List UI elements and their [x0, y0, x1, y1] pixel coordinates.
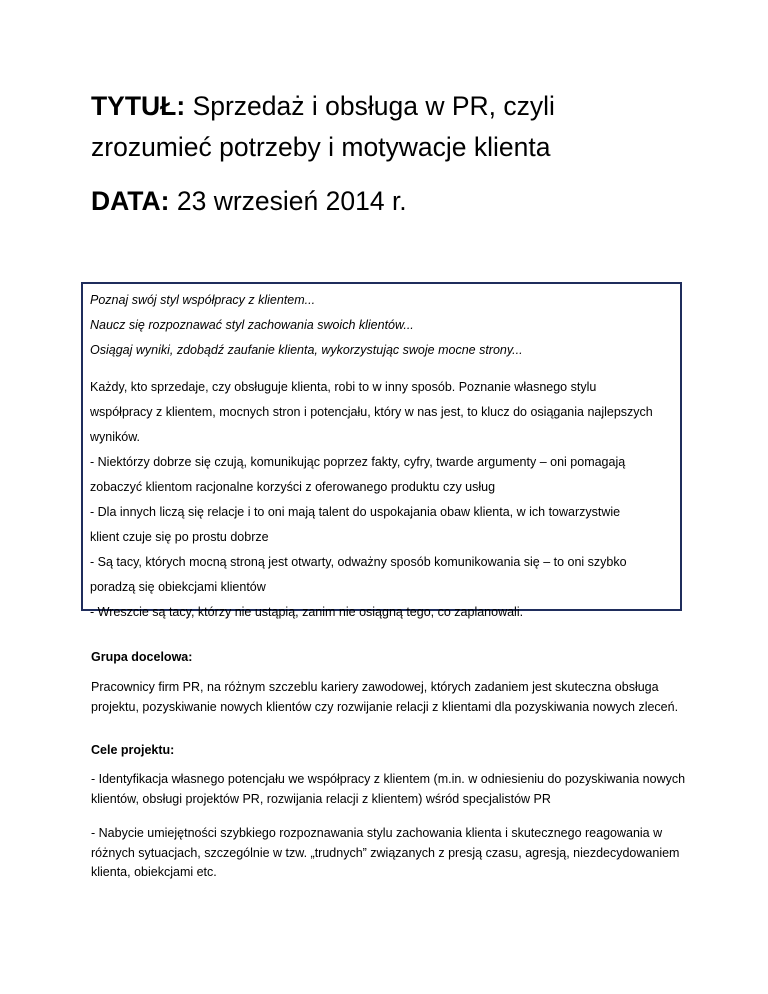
box-text-line: - Dla innych liczą się relacje i to oni mają talent do uspokajania obaw klienta, w ich towarzystwie	[90, 505, 621, 519]
box-text-line: wyników.	[90, 430, 141, 444]
box-text-line: - Są tacy, których mocną stroną jest otwarty, odważny sposób komunikowania się – to oni szybko	[90, 555, 627, 569]
box-text-line: Każdy, kto sprzedaje, czy obsługuje klienta, robi to w inny sposób. Poznanie własnego stylu	[90, 380, 597, 394]
box-text-line: klient czuje się po prostu dobrze	[90, 530, 269, 544]
title-label: TYTUŁ:	[91, 91, 186, 121]
intro-line: Osiągaj wyniki, zdobądź zaufanie klienta, wykorzystując swoje mocne strony...	[90, 343, 523, 357]
spacer	[90, 363, 673, 375]
date-label: DATA:	[91, 186, 170, 216]
goal-item-1: - Identyfikacja własnego potencjału we współpracy z klientem (m.in. w odniesieniu do pozyskiwania nowych klientów, obsługi projektów PR, rozwijania relacji z klientem) wśród specjalistów PR	[91, 772, 686, 806]
intro-box	[81, 282, 682, 619]
title-text-line2: zrozumieć potrzeby i motywacje klienta	[91, 132, 551, 162]
title-text-line1: Sprzedaż i obsługa w PR, czyli	[185, 91, 555, 121]
box-text-line: - Wreszcie są tacy, którzy nie ustąpią, zanim nie osiągną tego, co zaplanowali.	[90, 605, 524, 619]
target-group-heading: Grupa docelowa:	[91, 650, 193, 664]
box-text-line: współpracy z klientem, mocnych stron i potencjału, który w nas jest, to klucz do osiągania najlepszych	[90, 405, 653, 419]
box-text-line: - Niektórzy dobrze się czują, komunikując poprzez fakty, cyfry, twarde argumenty – oni pomagają	[90, 455, 626, 469]
goal-item-2: - Nabycie umiejętności szybkiego rozpoznawania stylu zachowania klienta i skutecznego reagowania w różnych sytuacjach, szczególnie w tzw. „trudnych” związanych z presją czasu, agresją, niezdecydowaniem klienta, obiekcjami etc.	[91, 826, 680, 879]
intro-line: Naucz się rozpoznawać styl zachowania swoich klientów...	[90, 318, 414, 332]
box-text-line: poradzą się obiekcjami klientów	[90, 580, 266, 594]
date-value: 23 wrzesień 2014 r.	[169, 186, 407, 216]
intro-line: Poznaj swój styl współpracy z klientem...	[90, 293, 316, 307]
box-text-line: zobaczyć klientom racjonalne korzyści z oferowanego produktu czy usług	[90, 480, 496, 494]
target-group-text: Pracownicy firm PR, na różnym szczeblu kariery zawodowej, których zadaniem jest skuteczna obsługa projektu, pozyskiwanie nowych klientów czy rozwijanie relacji z klientami dla pozyskiwania nowych zleceń.	[91, 680, 679, 714]
document-title	[91, 86, 711, 168]
document-date	[91, 183, 407, 219]
goals-heading: Cele projektu:	[91, 743, 175, 757]
